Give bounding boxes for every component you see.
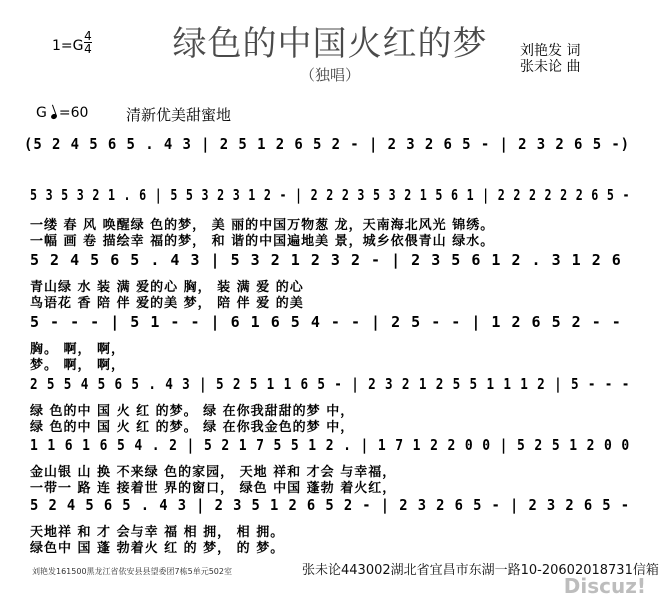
key-signature: 1=G [52, 38, 84, 54]
notation-row-3: 5 - - - | 5 1 - - | 6 1 6 5 4 - - | 2 5 - - | 1 2 6 5 2 - - [30, 313, 622, 331]
lyric-line-5a: 金山银 山 换 不来绿 色的家园， 天地 祥和 才会 与幸福， [30, 465, 397, 480]
notation-row-intro: (5 2 4 5 6 5 . 4 3 | 2 5 1 2 6 5 2 - | 2 3 2 6 5 - | 2 3 2 6 5 -) [24, 135, 630, 153]
time-sig-top: 4 [84, 29, 92, 43]
lyric-line-6b: 绿色中 国 蓬 勃着火 红 的 梦， 的 梦。 [30, 541, 285, 556]
time-sig-bottom: 4 [84, 42, 92, 56]
lyric-line-3a: 胸。 啊， 啊， [30, 342, 126, 357]
footer-address-lyricist: 刘艳发161500黑龙江省依安县县望委团7栋5单元502室 [32, 567, 232, 576]
notation-row-2: 5 2 4 5 6 5 . 4 3 | 5 3 2 1 2 3 2 - | 2 3 5 6 1 2 . 3 1 2 6 [30, 251, 622, 269]
lyric-line-1a: 一缕 春 风 唤醒绿 色的梦， 美 丽的中国万物葱 龙，天南海北风光 锦绣。 [30, 218, 495, 233]
time-signature [84, 30, 92, 55]
expression-marking: 清新优美甜蜜地 [126, 106, 232, 124]
footer-address-composer: 张未论443002湖北省宜昌市东湖一路10-20602018731信箱 [302, 563, 659, 578]
lyric-line-3b: 梦。 啊， 啊， [30, 358, 126, 373]
notation-row-4: 2 5 5 4 5 6 5 . 4 3 | 5 2 5 1 1 6 5 - | 2 3 2 1 2 5 5 1 1 1 2 | 5 - - - [30, 375, 631, 393]
lyric-line-4a: 绿 色的中 国 火 红 的梦。 绿 在你我甜甜的梦 中， [30, 404, 355, 419]
notation-row-1: 5 3 5 3 2 1 . 6 | 5 5 3 2 3 1 2 - | 2 2 2 3 5 3 2 1 5 6 1 | 2 2 2 2 2 2 6 5 - [30, 186, 631, 204]
notation-row-6: 5 2 4 5 6 5 . 4 3 | 2 3 5 1 2 6 5 2 - | 2 3 2 6 5 - | 2 3 2 6 5 - [30, 496, 630, 514]
song-subtitle: （独唱） [299, 66, 360, 84]
watermark: Discuz! [563, 574, 646, 598]
lyric-line-2b: 鸟语花 香 陪 伴 爱的美 梦， 陪 伴 爱 的美 [30, 296, 304, 311]
notation-row-5: 1 1 6 1 6 5 4 . 2 | 5 2 1 7 5 5 1 2 . | 1 7 1 2 2 0 0 | 5 2 5 1 2 0 0 [30, 436, 631, 454]
song-title: 绿色的中国火红的梦 [172, 24, 488, 64]
tempo-marking [36, 105, 88, 121]
tempo-value: =60 [58, 105, 89, 121]
composer-credit: 张未论 曲 [520, 59, 581, 75]
lyricist-credit: 刘艳发 词 [520, 43, 581, 59]
lyric-line-2a: 青山绿 水 装 满 爱的心 胸， 装 满 爱 的心 [30, 280, 304, 295]
lyric-line-4b: 绿 色的中 国 火 红 的梦。 绿 在你我金色的梦 中， [30, 420, 355, 435]
clef-label: G [36, 105, 47, 121]
lyric-line-1b: 一幅 画 卷 描绘幸 福的梦， 和 谐的中国遍地美 景，城乡依偎青山 绿水。 [30, 234, 495, 249]
lyric-line-5b: 一带一 路 连 接着世 界的窗口， 绿色 中国 蓬勃 着火红， [30, 481, 397, 496]
quarter-note-icon [50, 113, 57, 120]
lyric-line-6a: 天地祥 和 才 会与幸 福 相 拥， 相 拥。 [30, 525, 285, 540]
